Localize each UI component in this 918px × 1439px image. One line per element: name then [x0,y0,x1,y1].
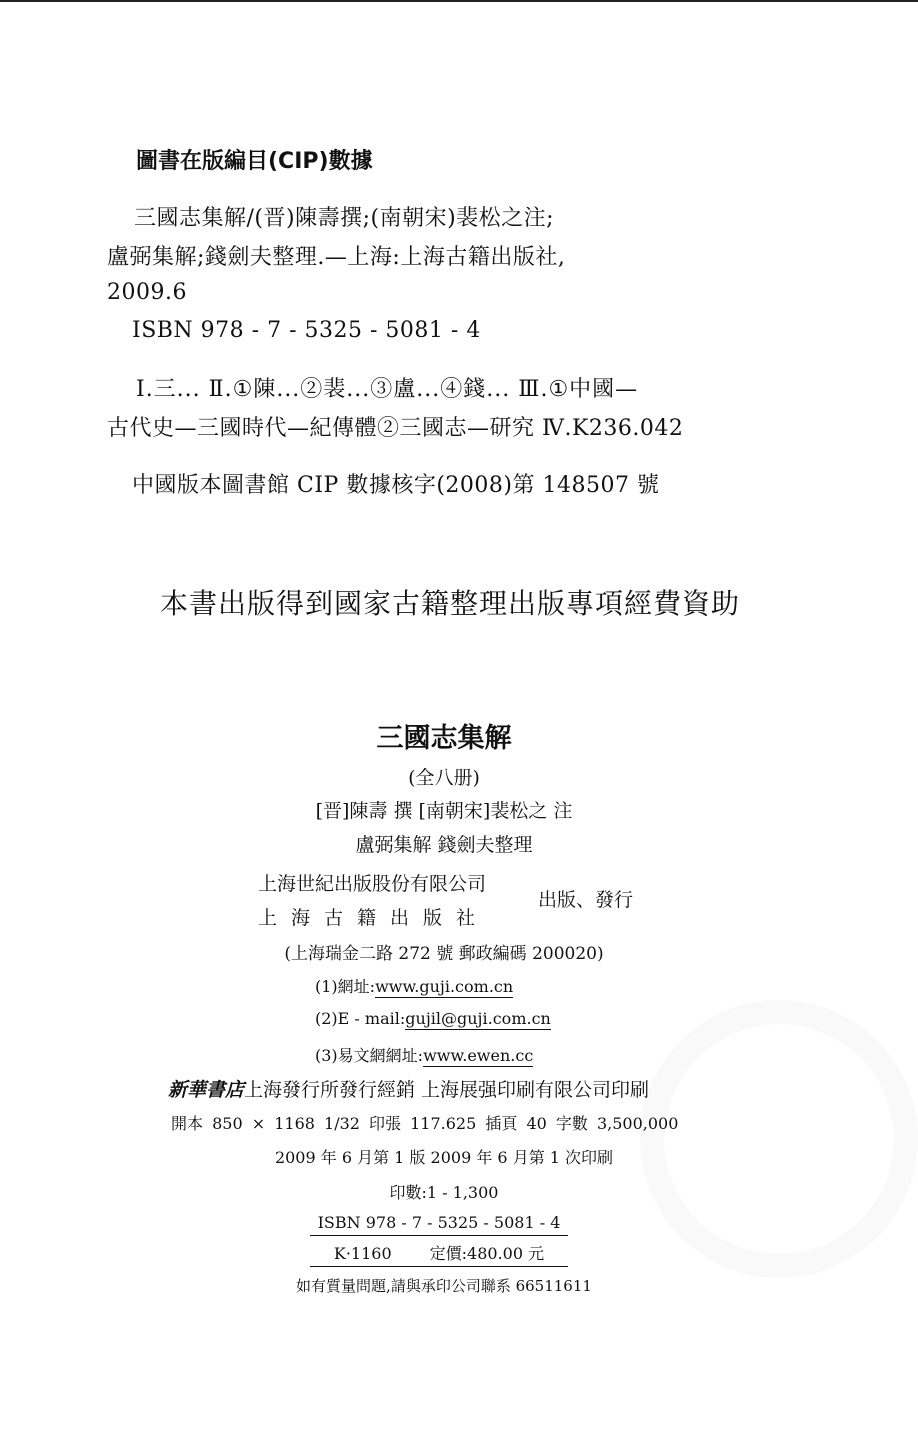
book-authors: [晋]陳壽 撰 [南朝宋]裴松之 注 [315,800,573,822]
cip-line-title: 三國志集解/(晋)陳壽撰;(南朝宋)裴松之注; [134,206,555,231]
publisher-role: 出版、發行 [538,889,634,911]
publisher-names [258,867,489,935]
ewen-label: (3)易文網網址: [315,1046,424,1065]
website-link[interactable]: www.guji.com.cn [375,977,514,996]
quality-contact: 如有質量問題,請與承印公司聯系 66511611 [296,1277,592,1295]
book-price: 定價:480.00 元 [429,1244,545,1263]
distribution-line [168,1075,649,1102]
email-link[interactable]: gujil@guji.com.cn [405,1009,551,1028]
price-row [310,1236,568,1267]
cip-line-date: 2009.6 [107,280,187,305]
isbn-number: ISBN 978 - 7 - 5325 - 5081 - 4 [310,1213,568,1236]
website-line [315,974,513,997]
cip-line-isbn: ISBN 978 - 7 - 5325 - 5081 - 4 [132,318,481,343]
publisher-group: 上海世紀出版股份有限公司 [258,873,487,895]
book-title: 三國志集解 [376,723,512,754]
edition-info: 2009 年 6 月第 1 版 2009 年 6 月第 1 次印刷 [274,1148,614,1167]
cip-line-publisher: 盧弼集解;錢劍夫整理.—上海:上海古籍出版社, [107,245,566,270]
publisher-house: 上海古籍出版社 [258,907,490,929]
book-volumes: (全八册) [408,767,480,789]
website-label: (1)網址: [315,977,376,996]
ewen-line [315,1043,533,1066]
page-top-border [0,0,918,2]
cip-heading: 圖書在版編目(CIP)數據 [136,149,373,174]
email-label: (2)E - mail: [315,1009,406,1028]
book-editors: 盧弼集解 錢劍夫整理 [355,834,533,856]
cip-line-classification-1: Ⅰ.三... Ⅱ.①陳...②裴...③盧...④錢... Ⅲ.①中國— [136,377,639,402]
xinhua-bookstore-logo: 新華書店 [168,1079,245,1101]
cip-line-classification-2: 古代史—三國時代—紀傳體②三國志—研究 Ⅳ.K236.042 [107,416,684,441]
print-run: 印數:1 - 1,300 [389,1183,499,1202]
print-specifications: 開本 850 × 1168 1/32 印張 117.625 插頁 40 字數 3,500,000 [171,1114,679,1133]
class-number: K·1160 [333,1244,392,1263]
ewen-link[interactable]: www.ewen.cc [423,1046,534,1065]
publisher-address: (上海瑞金二路 272 號 郵政編碼 200020) [284,944,604,964]
email-line [315,1009,551,1028]
subsidy-note: 本書出版得到國家古籍整理出版專項經費資助 [159,587,740,620]
faint-watermark-seal [640,1000,918,1278]
cip-line-record-number: 中國版本圖書館 CIP 數據核字(2008)第 148507 號 [132,473,660,498]
isbn-price-box [310,1213,568,1267]
distribution-text: 上海發行所發行經銷 上海展强印刷有限公司印刷 [244,1079,650,1101]
